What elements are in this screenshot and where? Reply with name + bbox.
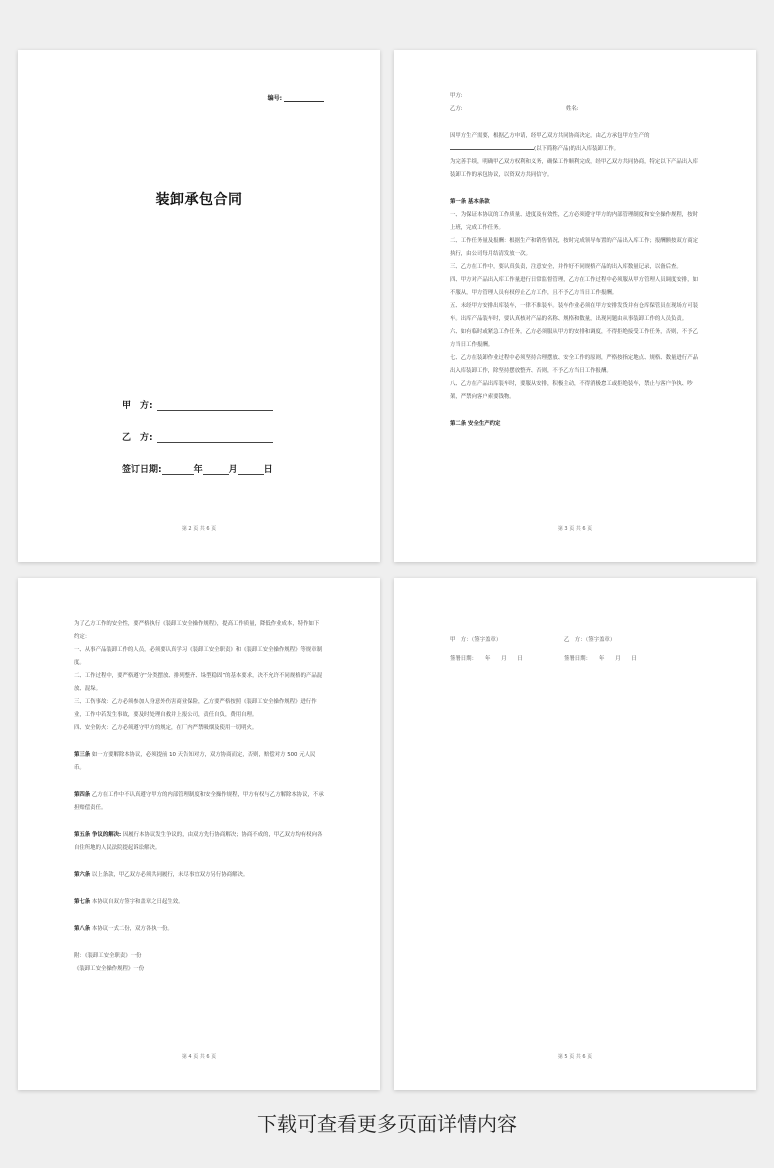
party-b-sign-date: 签署日期： 年 月 日 [564, 656, 637, 662]
intro-paragraph-2 [450, 143, 700, 156]
section-1-title: 第一条 基本条款 [450, 199, 490, 205]
signature-party-row [450, 634, 700, 647]
article-4 [74, 789, 324, 815]
serial-label: 编号: [267, 95, 282, 102]
party-b-field [122, 430, 273, 443]
attachment-2: 《装卸工安全操作规程》一份 [74, 966, 145, 972]
article-4-text: 乙方在工作中不认真遵守甲方的内部管理制度和安全操作规程，甲方有权与乙方解除本协议，不承担赔偿责任。 [74, 792, 324, 811]
intro-paragraph-1: 因甲方生产需要，根据乙方申请，经甲乙双方共同协商决定，由乙方承包甲方生产的 [450, 133, 650, 139]
article-5-text: 因履行本协议发生争议的，由双方先行协商解决；协商不成的，甲乙双方均有权向各自住所地的人民法院提起诉讼解决。 [74, 832, 323, 851]
safety-intro: 为了乙方工作的安全性，要严格执行《装卸工安全操作规程》，提高工作质量，降低作业成本，特作如下约定： [74, 621, 320, 640]
intro-paragraph-2-text: (以下简称产品)的出入库装卸工作。 [534, 146, 620, 152]
party-a-label: 甲 方: [122, 401, 153, 411]
section-2-title: 第二条 安全生产约定 [450, 421, 501, 427]
intro-paragraph-3: 为完善手续，明确甲乙双方权利和义务，确保工作顺利完成，经甲乙双方共同协商，特定以下产品出入库装卸工作的承包协议，以资双方共同信守。 [450, 159, 698, 178]
party-b-line [157, 433, 273, 443]
clause-item: 四、甲方对产品出入库工作量进行日常监督管理，乙方在工作过程中必须服从甲方管理人员调度安排，如不服从，甲方管理人员有权停止乙方工作，且不予乙方当日工作报酬。 [450, 277, 698, 296]
document-page-3 [394, 50, 756, 562]
signature-block [450, 634, 700, 666]
article-6-title: 第六条 [74, 872, 91, 878]
month-line [203, 465, 229, 475]
article-6-text: 以上条款，甲乙双方必须共同履行，未尽事宜双方另行协商解决。 [91, 872, 249, 878]
party-a-signature: 甲 方：（签字盖章） [450, 637, 502, 643]
download-caption: 下载可查看更多页面详情内容 [257, 1112, 517, 1136]
year-line [162, 465, 194, 475]
day-label: 日 [263, 465, 273, 475]
party-b-row [450, 103, 700, 116]
page-number: 第 2 页 共 6 页 [181, 526, 217, 532]
article-8-text: 本协议一式二份，双方各执一份。 [91, 926, 173, 932]
signature-date-row [450, 653, 700, 666]
clause-item: 三、乙方在工作中，要认真负责，注意安全，并作好不同规格产品的出入库数量记录，以备后查。 [450, 264, 682, 270]
safety-item: 一、从事产品装卸工作的人员，必须要认真学习《装卸工安全职责》和《装卸工安全操作规程》等规章制度。 [74, 647, 322, 666]
clause-item: 一、为保证本协议的工作质量、进度及有效性，乙方必须遵守甲方的内部管理制度和安全操作规程，按时上班，完成工作任务。 [450, 212, 698, 231]
clause-item: 五、未经甲方安排出库装车，一律不准装车。装车作业必须在甲方安排发货并有仓库保管员在现场方可装车。出库产品装车时，要认真核对产品的名称、规格和数量，出现问题由从事装卸工作的人员负责。 [450, 303, 698, 322]
party-a-line [157, 401, 273, 411]
product-blank-line [450, 144, 534, 150]
page-number: 第 5 页 共 6 页 [557, 1054, 593, 1060]
party-a-sign-date: 签署日期： 年 月 日 [450, 656, 523, 662]
serial-number-field [268, 93, 324, 102]
article-8-title: 第八条 [74, 926, 91, 932]
name-text: 姓名: [566, 106, 579, 112]
party-a-field [122, 398, 273, 411]
party-b-signature: 乙 方：（签字盖章） [564, 637, 616, 643]
article-3 [74, 749, 324, 775]
article-3-title: 第三条 [74, 752, 91, 758]
signing-date-field [122, 462, 273, 475]
attachment-1: 附：《装卸工安全职责》一份 [74, 953, 142, 959]
contract-title: 装卸承包合同 [155, 192, 243, 208]
document-page-4 [18, 578, 380, 1090]
clause-item: 八、乙方在产品出库装车时，要服从安排，积极主动，不得消极怠工或拒绝装车，禁止与客户争执、吵架，严禁向客户索要钱物。 [450, 381, 693, 400]
document-page-5 [394, 578, 756, 1090]
day-line [238, 465, 264, 475]
signing-date-label: 签订日期: [122, 465, 162, 475]
article-3-text: 如一方要解除本协议，必须提前 10 天告知对方，双方协商而定，否则，赔偿对方 500 元人民币。 [74, 752, 316, 771]
article-6 [74, 869, 324, 882]
safety-item: 三、工伤事故：乙方必须参加人身意外伤害商业保险，乙方要严格按照《装卸工安全操作规程》进行作业，工作中若发生事故，要及时处理自救并上报公司，责任自负，费用自理。 [74, 699, 317, 718]
clause-item: 二、工作任务量及报酬：根据生产和销售情况，按时完成领导布置的产品出入库工作；报酬额按双方商定执行，由公司每月结清发放一次。 [450, 238, 698, 257]
page-number: 第 3 页 共 6 页 [557, 526, 593, 532]
article-7-text: 本协议自双方签字和盖章之日起生效。 [91, 899, 184, 905]
article-7-title: 第七条 [74, 899, 91, 905]
document-page-cover [18, 50, 380, 562]
party-b-label: 乙 方: [122, 433, 153, 443]
party-b-text: 乙方: [450, 106, 463, 112]
month-label: 月 [228, 465, 238, 475]
year-label: 年 [193, 465, 203, 475]
page-number: 第 4 页 共 6 页 [181, 1054, 217, 1060]
page-body [450, 90, 700, 431]
serial-line [284, 95, 324, 102]
article-7 [74, 896, 324, 909]
article-8 [74, 923, 324, 936]
safety-item: 四、安全防火：乙方必须遵守甲方的规定，在厂内严禁吸烟及使用一切明火。 [74, 725, 258, 731]
article-5-title: 第五条 争议的解决: [74, 832, 122, 838]
article-5 [74, 829, 324, 855]
safety-item: 二、工作过程中，要严格遵守“分类摆放、排列整齐、垛型稳固”的基本要求，决不允许不同规格的产品混放、混垛。 [74, 673, 323, 692]
article-4-title: 第四条 [74, 792, 91, 798]
clause-item: 七、乙方在装卸作业过程中必须坚持合理摆放、安全工作的原则，严格按指定地点、规格、数量进行产品出入库装卸工作，除坚持摆放整齐、否则，不予乙方当日工作报酬。 [450, 355, 698, 374]
party-a-line: 甲方: [450, 93, 463, 99]
clause-item: 六、如有临时或紧急工作任务，乙方必须服从甲方的安排和调度，不得拒绝接受工作任务，否则，不予乙方当日工作报酬。 [450, 329, 698, 348]
page-body [74, 618, 324, 976]
